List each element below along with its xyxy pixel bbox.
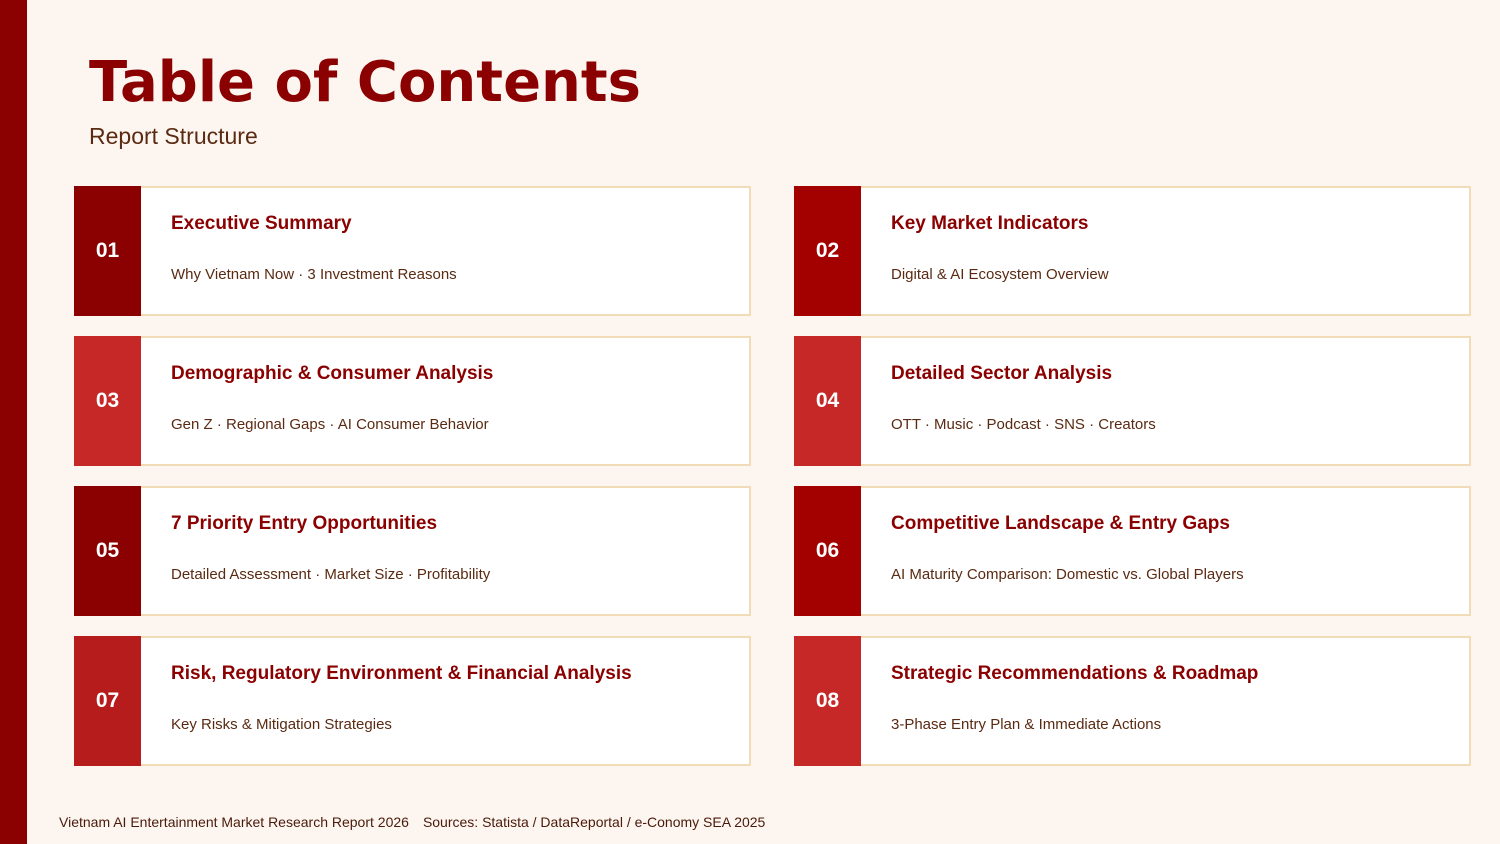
- section-number-badge: 04: [794, 336, 861, 466]
- section-title: Executive Summary: [171, 213, 352, 234]
- page-subtitle: Report Structure: [89, 123, 258, 149]
- section-description: Key Risks & Mitigation Strategies: [171, 716, 392, 733]
- section-title: 7 Priority Entry Opportunities: [171, 513, 438, 534]
- card-body: [861, 338, 1156, 464]
- section-title: Detailed Sector Analysis: [891, 363, 1113, 384]
- section-description: Digital & AI Ecosystem Overview: [891, 266, 1109, 283]
- section-description: Why Vietnam Now · 3 Investment Reasons: [171, 266, 457, 283]
- card-body: [141, 338, 493, 464]
- section-number-badge: 06: [794, 486, 861, 616]
- section-description: OTT · Music · Podcast · SNS · Creators: [891, 416, 1156, 433]
- toc-card-06[interactable]: [794, 486, 1471, 616]
- toc-card-08[interactable]: [794, 636, 1471, 766]
- card-body: [861, 488, 1244, 614]
- toc-card-03[interactable]: [74, 336, 751, 466]
- toc-card-01[interactable]: [74, 186, 751, 316]
- card-body: [141, 488, 490, 614]
- footer-sources: Sources: Statista / DataReportal / e-Conomy SEA 2025: [422, 814, 766, 830]
- section-description: Gen Z · Regional Gaps · AI Consumer Behavior: [171, 416, 489, 433]
- section-description: AI Maturity Comparison: Domestic vs. Global Players: [891, 566, 1244, 583]
- section-number-badge: 05: [74, 486, 141, 616]
- toc-card-07[interactable]: [74, 636, 751, 766]
- card-body: [141, 188, 457, 314]
- section-title: Strategic Recommendations & Roadmap: [891, 663, 1259, 684]
- section-description: 3-Phase Entry Plan & Immediate Actions: [891, 716, 1162, 733]
- section-title: Demographic & Consumer Analysis: [171, 363, 494, 384]
- section-description: Detailed Assessment · Market Size · Profitability: [171, 566, 491, 583]
- section-number-badge: 02: [794, 186, 861, 316]
- card-body: [861, 638, 1258, 764]
- footer: [59, 813, 765, 831]
- section-title: Key Market Indicators: [891, 213, 1089, 234]
- left-accent-bar: [0, 0, 27, 844]
- section-number-badge: 01: [74, 186, 141, 316]
- toc-card-02[interactable]: [794, 186, 1471, 316]
- card-body: [861, 188, 1109, 314]
- toc-card-05[interactable]: [74, 486, 751, 616]
- section-number-badge: 07: [74, 636, 141, 766]
- toc-grid: [74, 186, 1471, 766]
- section-number-badge: 03: [74, 336, 141, 466]
- card-body: [141, 638, 632, 764]
- page-title: Table of Contents: [89, 50, 642, 115]
- footer-report-name: Vietnam AI Entertainment Market Research Report 2026: [59, 814, 409, 830]
- section-title: Competitive Landscape & Entry Gaps: [891, 513, 1230, 534]
- toc-card-04[interactable]: [794, 336, 1471, 466]
- section-title: Risk, Regulatory Environment & Financial Analysis: [171, 663, 632, 684]
- section-number-badge: 08: [794, 636, 861, 766]
